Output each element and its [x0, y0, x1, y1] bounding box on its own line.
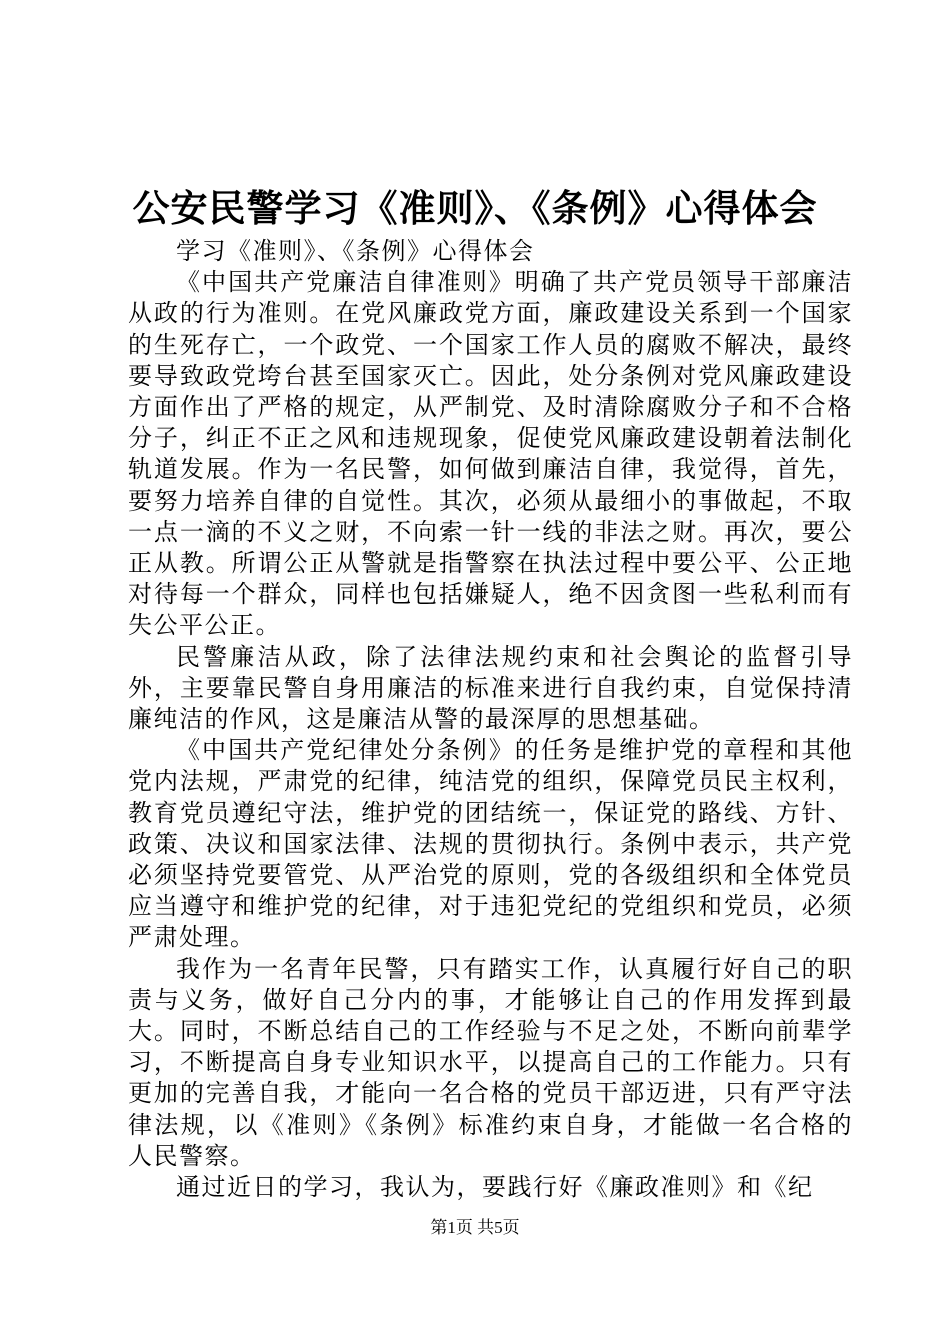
document-body: [128, 236, 853, 1203]
paragraph-3: 《中国共产党纪律处分条例》的任务是维护党的章程和其他党内法规，严肃党的纪律，纯洁党的组织，保障党员民主权利，教育党员遵纪守法，维护党的团结统一，保证党的路线、方针、政策、决议和国家法律、法规的贯彻执行。条例中表示，共产党必须坚持党要管党、从严治党的原则，党的各级组织和全体党员应当遵守和维护党的纪律，对于违犯党纪的党组织和党员，必须严肃处理。: [128, 736, 853, 952]
paragraph-5: 通过近日的学习，我认为，要践行好《廉政准则》和《纪: [176, 1173, 814, 1202]
page-number-footer: 第1页 共5页: [430, 1218, 520, 1237]
paragraph-1: 《中国共产党廉洁自律准则》明确了共产党员领导干部廉洁从政的行为准则。在党风廉政党方面，廉政建设关系到一个国家的生死存亡，一个政党、一个国家工作人员的腐败不解决，最终要导致政党垮台甚至国家灭亡。因此，处分条例对党风廉政建设方面作出了严格的规定，从严制党、及时清除腐败分子和不合格分子，纠正不正之风和违规现象，促使党风廉政建设朝着法制化轨道发展。作为一名民警，如何做到廉洁自律，我觉得，首先，要努力培养自律的自觉性。其次，必须从最细小的事做起，不取一点一滴的不义之财，不向索一针一线的非法之财。再次，要公正从教。所谓公正从警就是指警察在执法过程中要公平、公正地对待每一个群众，同样也包括嫌疑人，绝不因贪图一些私利而有失公平公正。: [128, 268, 853, 640]
document-subtitle: 学习《准则》、《条例》心得体会: [176, 237, 535, 265]
document-title: 公安民警学习《准则》、《条例》心得体会: [132, 186, 818, 230]
paragraph-2: 民警廉洁从政，除了法律法规约束和社会舆论的监督引导外，主要靠民警自身用廉洁的标准来进行自我约束，自觉保持清廉纯洁的作风，这是廉洁从警的最深厚的思想基础。: [128, 642, 853, 734]
paragraph-4: 我作为一名青年民警，只有踏实工作，认真履行好自己的职责与义务，做好自己分内的事，才能够让自己的作用发挥到最大。同时，不断总结自己的工作经验与不足之处，不断向前辈学习，不断提高自身专业知识水平，以提高自己的工作能力。只有更加的完善自我，才能向一名合格的党员干部迈进，只有严守法律法规，以《准则》《条例》标准约束自身，才能做一名合格的人民警察。: [128, 954, 853, 1170]
